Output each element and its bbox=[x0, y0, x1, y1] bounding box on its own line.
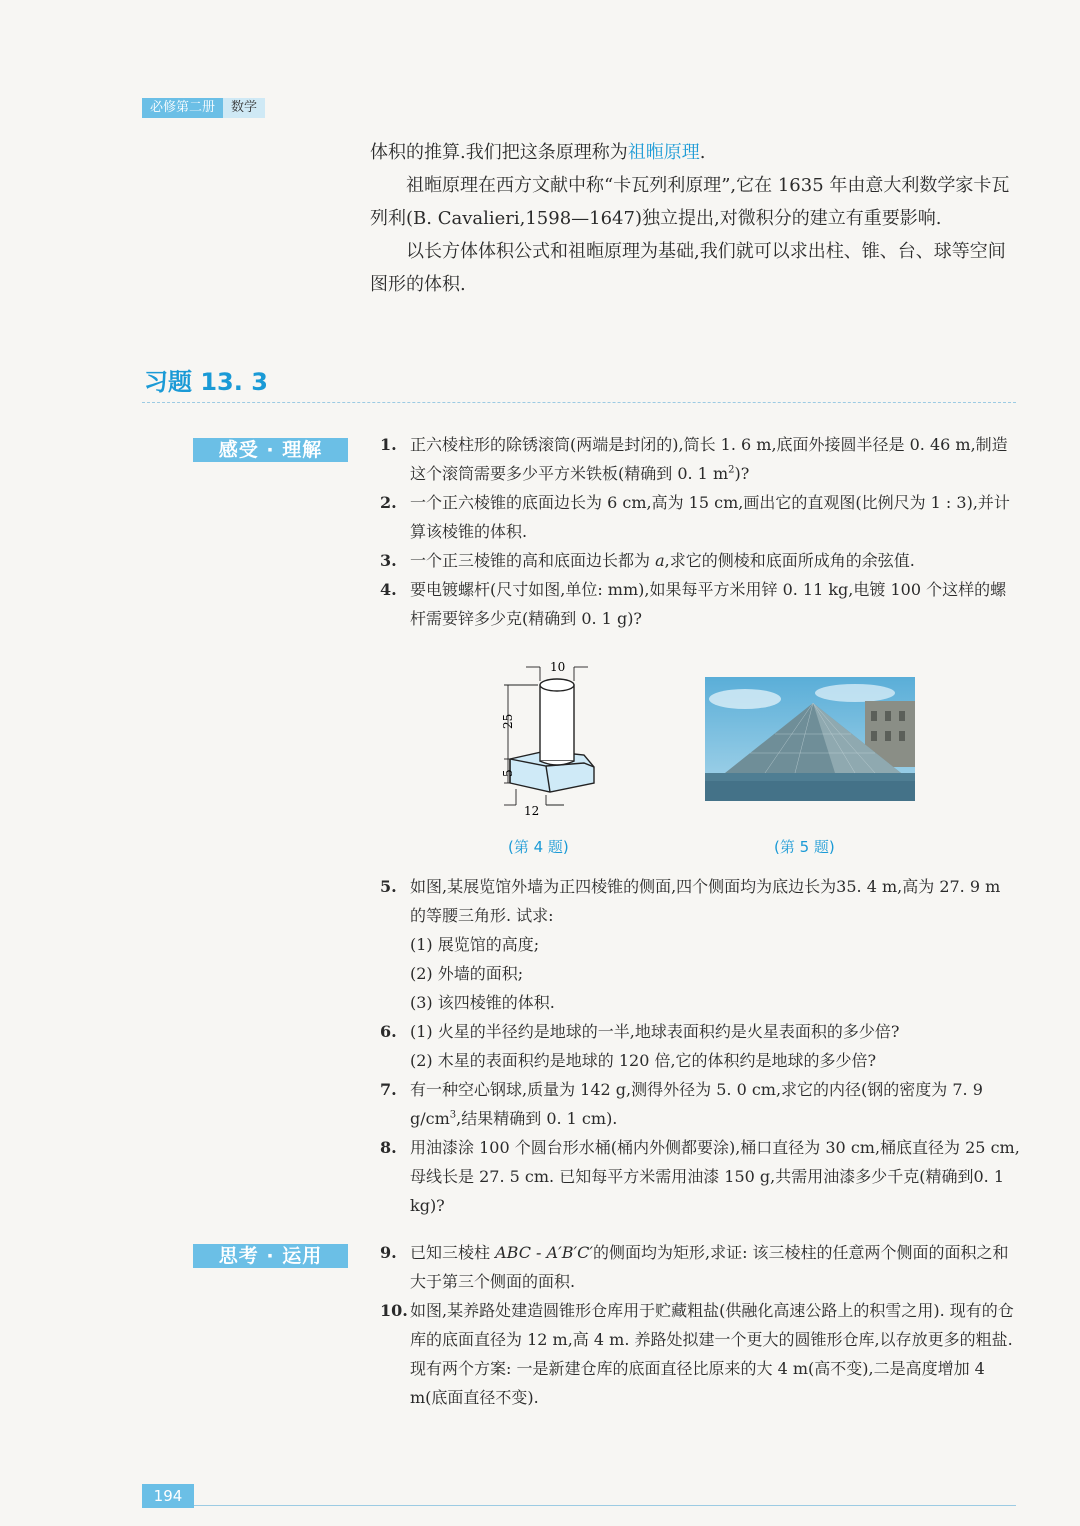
category-label-understand: 感受 · 理解 bbox=[193, 438, 348, 462]
pyramid-photo bbox=[705, 677, 915, 801]
problem-number: 9. bbox=[380, 1243, 397, 1262]
problem-number: 8. bbox=[380, 1138, 397, 1157]
problem-6-part-2: (2) 木星的表面积约是地球的 120 倍,它的体积约是地球的多少倍? bbox=[410, 1051, 877, 1070]
math-variable: ABC - A′B′C′ bbox=[495, 1243, 593, 1262]
intro-text bbox=[370, 136, 1018, 301]
intro-paragraph-3: 以长方体体积公式和祖暅原理为基础,我们就可以求出柱、锥、台、球等空间图形的体积. bbox=[370, 241, 1006, 295]
problem-text: 要电镀螺杆(尺寸如图,单位: mm),如果每平方米用锌 0. 11 kg,电镀 100 个这样的螺杆需要锌多少克(精确到 0. 1 g)? bbox=[410, 580, 1007, 628]
problem-text-b: )? bbox=[734, 464, 750, 483]
problem-number: 5. bbox=[380, 877, 397, 896]
category-label-apply: 思考 · 运用 bbox=[193, 1244, 348, 1268]
problem-number: 2. bbox=[380, 493, 397, 512]
dim-label-top: 10 bbox=[550, 660, 566, 674]
problem-number: 4. bbox=[380, 580, 397, 599]
problem-5-part-2: (2) 外墙的面积; bbox=[410, 964, 524, 983]
problem-group-2 bbox=[380, 872, 1020, 1220]
problem-text-b: 的侧面均为矩形,求证: 该三棱柱的任意两个侧面的面积之和大于第三个侧面的面积. bbox=[410, 1243, 1009, 1291]
dim-label-bottom: 12 bbox=[524, 804, 540, 818]
problem-1 bbox=[380, 430, 1020, 488]
problem-4 bbox=[380, 575, 1020, 633]
problem-number: 1. bbox=[380, 435, 397, 454]
math-variable: a bbox=[655, 551, 665, 570]
problem-6 bbox=[380, 1017, 1020, 1046]
section-title: 习题 13. 3 bbox=[144, 368, 268, 396]
problem-text bbox=[410, 546, 1020, 575]
problem-text: 如图,某养路处建造圆锥形仓库用于贮藏粗盐(供融化高速公路上的积雪之用). 现有的仓库的底面直径为 12 m,高 4 m. 养路处拟建一个更大的圆锥形仓库,以存放更多的粗盐. 现有两个方案: 一是新建仓库的底面直径比原来的大 4 m(高不变),二是高度增加 4 m(底面直径不变). bbox=[410, 1301, 1014, 1407]
intro-paragraph-2: 祖暅原理在西方文献中称“卡瓦列利原理”,它在 1635 年由意大利数学家卡瓦列利(B. Cavalieri,1598—1647)独立提出,对微积分的建立有重要影响. bbox=[370, 175, 1010, 229]
problem-number: 10. bbox=[380, 1301, 408, 1320]
page-number: 194 bbox=[142, 1484, 194, 1508]
problem-5-part-3: (3) 该四棱锥的体积. bbox=[410, 993, 555, 1012]
problem-number: 7. bbox=[380, 1080, 397, 1099]
problem-text bbox=[410, 430, 1020, 488]
intro-text-b: . bbox=[699, 142, 706, 163]
superscript: 3 bbox=[449, 1109, 457, 1121]
problem-text-b: ,求它的侧棱和底面所成角的余弦值. bbox=[664, 551, 915, 570]
running-header bbox=[142, 98, 265, 118]
problem-text bbox=[410, 1238, 1020, 1296]
highlight-term: 祖暅原理 bbox=[627, 142, 700, 163]
superscript: 2 bbox=[728, 464, 735, 476]
problem-text: 如图,某展览馆外墙为正四棱锥的侧面,四个侧面均为底边长为35. 4 m,高为 27. 9 m 的等腰三角形. 试求: bbox=[410, 877, 1001, 925]
problem-number: 3. bbox=[380, 551, 397, 570]
problem-text bbox=[410, 1075, 1020, 1133]
problem-text-b: ,结果精确到 0. 1 cm). bbox=[456, 1109, 618, 1128]
dim-label-base: 5 bbox=[501, 769, 515, 777]
subject-label: 数学 bbox=[223, 98, 265, 118]
problem-5 bbox=[380, 872, 1020, 930]
problem-5-part-1: (1) 展览馆的高度; bbox=[410, 935, 540, 954]
figure-5-caption: (第 5 题) bbox=[774, 838, 835, 856]
problem-number: 6. bbox=[380, 1022, 397, 1041]
problem-10 bbox=[380, 1296, 1020, 1412]
problem-2 bbox=[380, 488, 1020, 546]
section-divider bbox=[142, 402, 1016, 403]
book-title: 必修第二册 bbox=[142, 98, 223, 118]
screw-diagram bbox=[490, 655, 610, 820]
problem-group-1 bbox=[380, 430, 1020, 633]
problem-7 bbox=[380, 1075, 1020, 1133]
problem-3 bbox=[380, 546, 1020, 575]
problem-8 bbox=[380, 1133, 1020, 1220]
problem-group-3 bbox=[380, 1238, 1020, 1412]
problem-text-a: 已知三棱柱 bbox=[410, 1243, 496, 1262]
footer-rule bbox=[194, 1505, 1016, 1506]
figure-4-caption: (第 4 题) bbox=[508, 838, 569, 856]
problem-text-a: 一个正三棱锥的高和底面边长都为 bbox=[410, 551, 656, 570]
intro-paragraph-1 bbox=[370, 136, 1018, 169]
intro-text-a: 体积的推算.我们把这条原理称为 bbox=[370, 142, 628, 163]
problem-9 bbox=[380, 1238, 1020, 1296]
problem-text: 一个正六棱锥的底面边长为 6 cm,高为 15 cm,画出它的直观图(比例尺为 1 : 3),并计算该棱锥的体积. bbox=[410, 493, 1010, 541]
dim-label-height: 25 bbox=[501, 713, 515, 729]
problem-text: 用油漆涂 100 个圆台形水桶(桶内外侧都要涂),桶口直径为 30 cm,桶底直径为 25 cm,母线长是 27. 5 cm. 已知每平方米需用油漆 150 g,共需用油漆多少千克(精确到0. 1 kg)? bbox=[410, 1138, 1020, 1215]
problem-text-a: 正六棱柱形的除锈滚筒(两端是封闭的),筒长 1. 6 m,底面外接圆半径是 0. 46 m,制造这个滚筒需要多少平方米铁板(精确到 0. 1 m bbox=[410, 435, 1008, 483]
problem-text-a: 有一种空心钢球,质量为 142 g,测得外径为 5. 0 cm,求它的内径(钢的密度为 7. 9 g/cm bbox=[410, 1080, 983, 1128]
problem-text: (1) 火星的半径约是地球的一半,地球表面积约是火星表面积的多少倍? bbox=[410, 1022, 900, 1041]
